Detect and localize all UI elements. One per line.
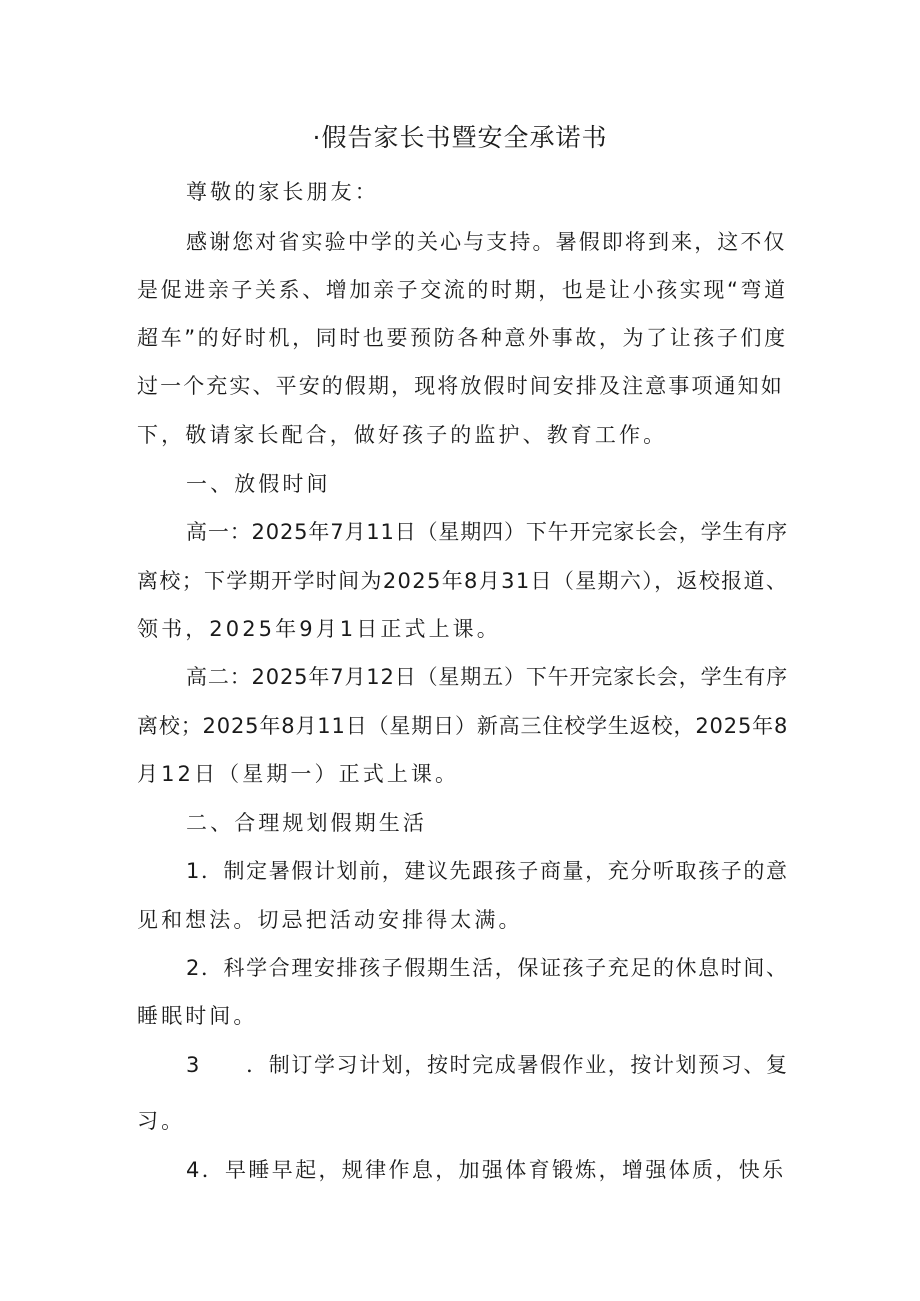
- list-item-line: 见和想法。切忌把活动安排得太满。: [137, 908, 523, 932]
- paragraph-line: 月12日（星期一）正式上课。: [137, 762, 460, 786]
- list-item-line: 4．早睡早起，规律作息，加强体育锻炼，增强体质，快乐: [186, 1158, 786, 1182]
- list-item-line: 习。: [137, 1109, 186, 1133]
- paragraph-line: 感谢您对省实验中学的关心与支持。暑假即将到来，这不仅: [186, 230, 787, 254]
- list-item-line: 2．科学合理安排孩子假期生活，保证孩子充足的休息时间、: [186, 956, 789, 980]
- list-item-line: 1．制定暑假计划前，建议先跟孩子商量，充分听取孩子的意: [186, 859, 789, 883]
- paragraph-line: 领书，2025年9月1日正式上课。: [137, 617, 501, 641]
- paragraph-line: 离校；2025年8月11日（星期日）新高三住校学生返校，2025年8: [137, 714, 789, 738]
- list-item-line: 3 ．制订学习计划，按时完成暑假作业，按计划预习、复: [186, 1053, 789, 1077]
- paragraph-line: 高二：2025年7月12日（星期五）下午开完家长会，学生有序: [186, 665, 789, 689]
- paragraph-line: 是促进亲子关系、增加亲子交流的时期，也是让小孩实现“弯道: [137, 278, 788, 302]
- document-title: ·假告家长书暨安全承诺书: [312, 123, 608, 152]
- salutation: 尊敬的家长朋友：: [186, 180, 379, 204]
- paragraph-line: 超车”的好时机，同时也要预防各种意外事故，为了让孩子们度: [137, 326, 788, 350]
- paragraph-line: 下，敬请家长配合，做好孩子的监护、教育工作。: [137, 423, 668, 447]
- paragraph-line: 离校；下学期开学时间为2025年8月31日（星期六），返校报道、: [137, 569, 789, 593]
- section-heading: 一、放假时间: [186, 472, 331, 496]
- list-item-line: 睡眠时间。: [137, 1004, 258, 1028]
- paragraph-line: 高一：2025年7月11日（星期四）下午开完家长会，学生有序: [186, 520, 789, 544]
- paragraph-line: 过一个充实、平安的假期，现将放假时间安排及注意事项通知如: [137, 374, 784, 398]
- section-heading: 二、合理规划假期生活: [186, 811, 427, 835]
